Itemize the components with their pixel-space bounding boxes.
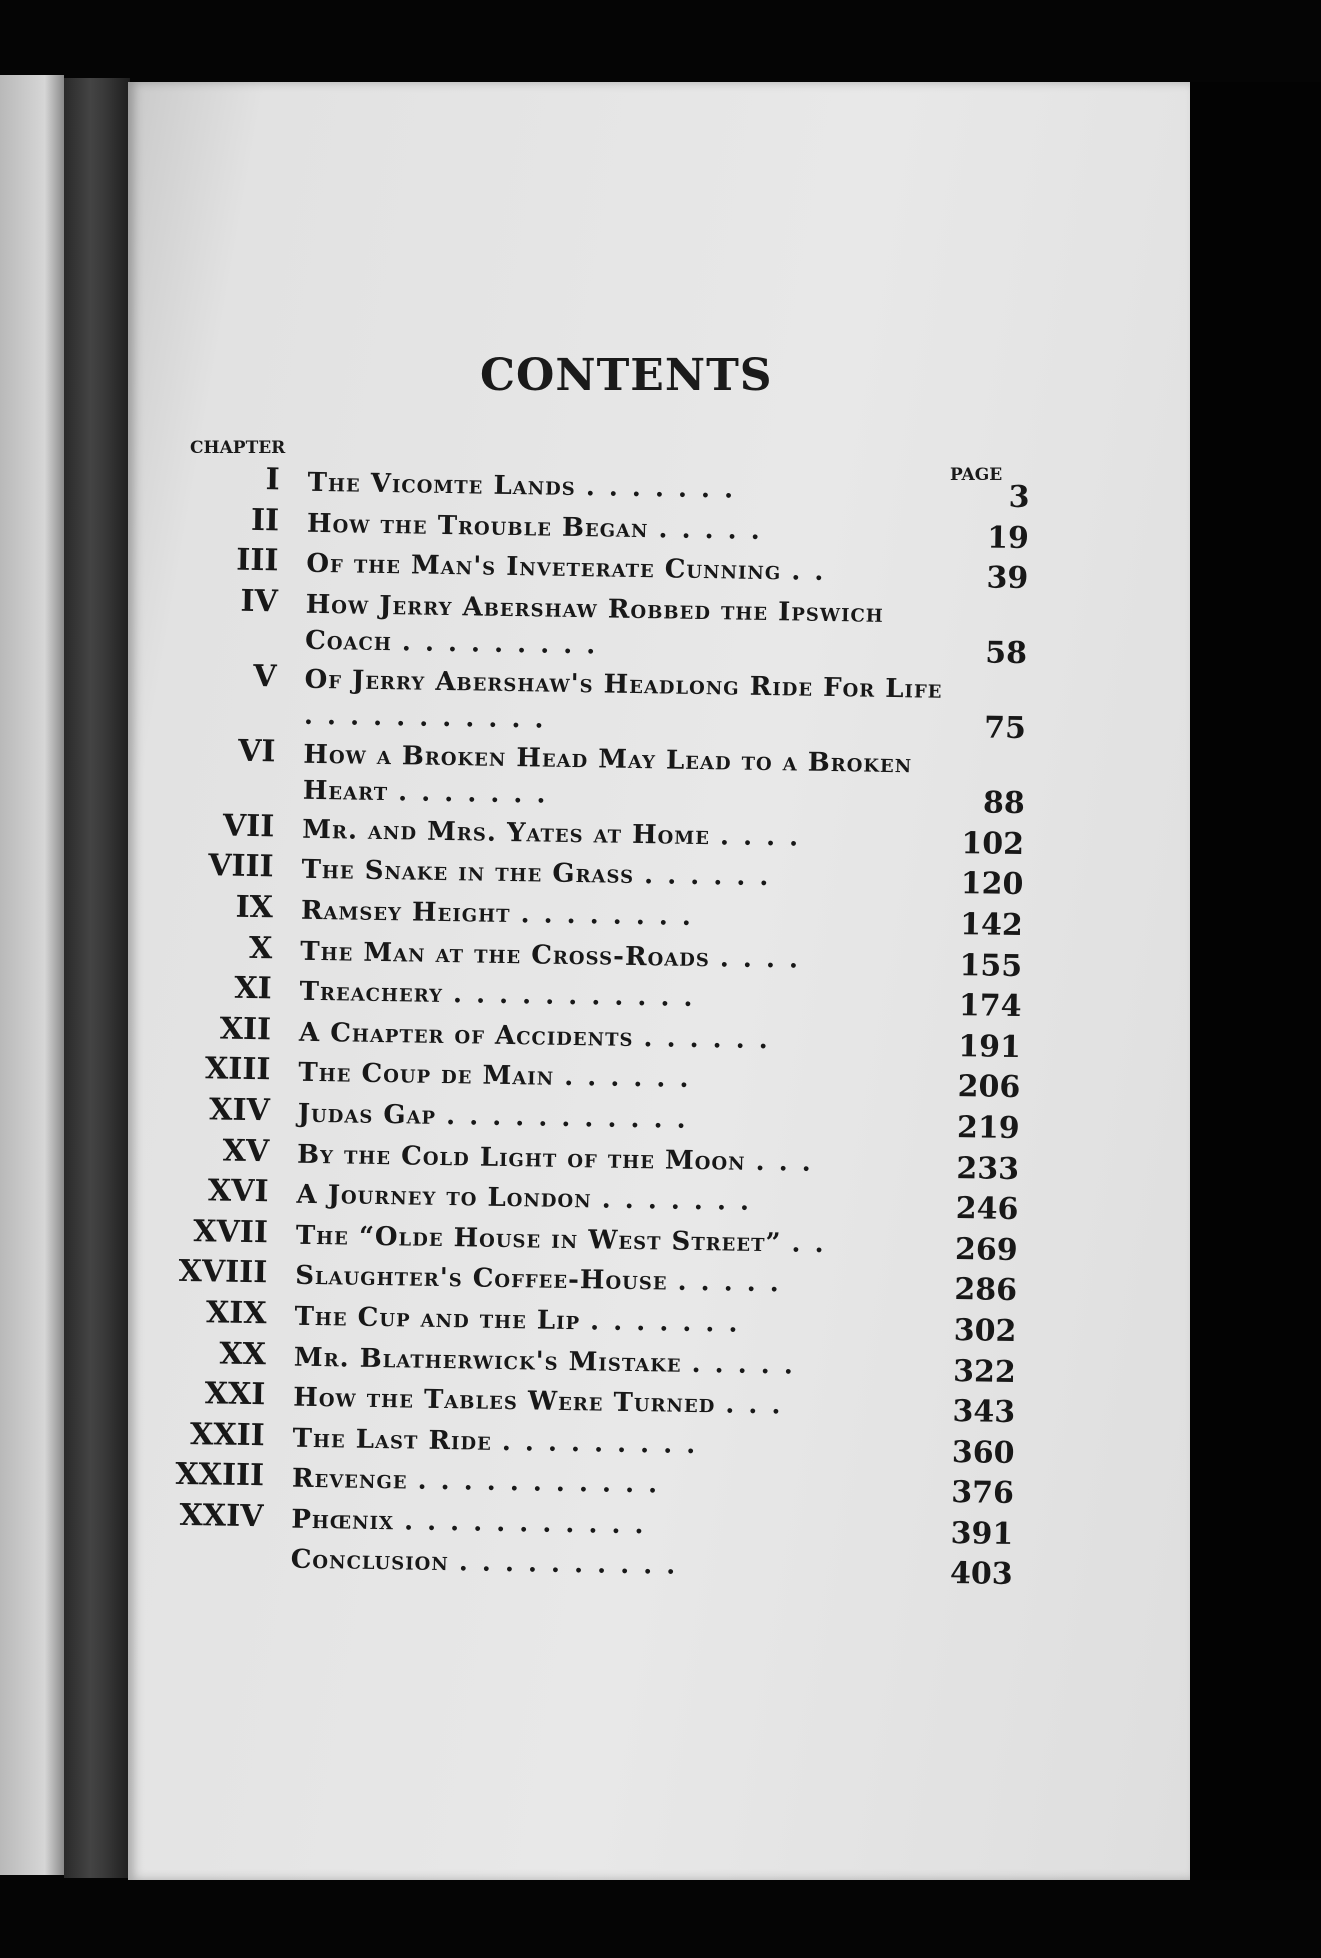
page-number: 3 — [1008, 479, 1030, 516]
chapter-title: Judas Gap ........... — [297, 1098, 700, 1135]
chapter-title: The Last Ride ......... — [292, 1423, 710, 1460]
chapter-title: How a Broken Head May Lead to a Broken Heart ....... — [302, 739, 913, 810]
page-number: 219 — [956, 1110, 1020, 1146]
page-number: 343 — [952, 1394, 1016, 1431]
page-number: 360 — [951, 1434, 1015, 1471]
chapter-title: The Vicomte Lands ....... — [307, 467, 748, 505]
chapter-title: Mr. and Mrs. Yates at Home .... — [301, 814, 813, 853]
page-number: 174 — [958, 988, 1022, 1025]
chapter-number: III — [236, 542, 279, 579]
chapter-number: XV — [222, 1133, 270, 1169]
page-column-label: PAGE — [950, 465, 1003, 485]
chapter-title: How Jerry Abershaw Robbed the Ipswich Coach ......... — [304, 589, 885, 661]
chapter-title: Mr. Blatherwick's Mistake ..... — [293, 1342, 808, 1381]
chapter-title: The “Olde House in West Street” .. — [295, 1220, 838, 1259]
chapter-title: Revenge ........... — [291, 1463, 672, 1500]
toc-entry — [126, 657, 1027, 746]
page-number: 286 — [954, 1272, 1018, 1309]
chapter-title: The Cup and the Lip ....... — [294, 1301, 752, 1339]
toc-entry — [125, 732, 1026, 821]
chapter-title: Slaughter's Coffee-House ..... — [294, 1261, 794, 1299]
chapter-title: A Chapter of Accidents ...... — [298, 1017, 783, 1056]
page-number: 322 — [952, 1353, 1017, 1390]
page-number: 376 — [950, 1475, 1015, 1512]
page-number: 120 — [960, 866, 1024, 903]
chapter-number: IV — [240, 583, 279, 620]
chapter-title: How the Trouble Began ..... — [306, 508, 775, 546]
page-number: 233 — [956, 1150, 1020, 1187]
chapter-title: A Journey to London ....... — [296, 1179, 764, 1218]
chapter-number: XVIII — [178, 1254, 268, 1291]
toc-entry — [127, 582, 1028, 671]
toc-list — [112, 460, 1029, 1592]
chapter-number: IX — [235, 889, 274, 926]
chapter-number: VIII — [207, 848, 274, 885]
chapter-number: XXII — [189, 1416, 265, 1453]
chapter-title: The Snake in the Grass ...... — [301, 855, 783, 893]
page-number: 391 — [950, 1515, 1014, 1552]
chapter-number: XVII — [192, 1213, 269, 1250]
page-number: 142 — [959, 907, 1024, 944]
chapter-number: I — [265, 462, 280, 498]
chapter-number: XVI — [207, 1173, 269, 1210]
chapter-number: VII — [222, 808, 275, 845]
chapter-number: XII — [219, 1011, 272, 1048]
chapter-number: XIX — [205, 1295, 267, 1332]
chapter-number: II — [250, 502, 280, 538]
chapter-title: How the Tables Were Turned ... — [293, 1382, 795, 1421]
page-heading: CONTENTS — [480, 350, 773, 401]
chapter-title: Treachery ........... — [299, 976, 707, 1014]
chapter-column-label: CHAPTER — [190, 438, 286, 458]
facing-page-edge — [0, 75, 64, 1875]
chapter-title: The Man at the Cross-Roads .... — [300, 936, 813, 975]
chapter-number: XXI — [204, 1376, 266, 1413]
book-gutter — [64, 78, 130, 1878]
page-number: 39 — [986, 560, 1029, 597]
chapter-number: XXIII — [175, 1457, 265, 1494]
chapter-title: By the Cold Light of the Moon ... — [296, 1139, 826, 1178]
chapter-title: Of Jerry Abershaw's Headlong Ride For Life ........... — [303, 664, 943, 735]
chapter-number: VI — [237, 733, 276, 770]
page-number: 191 — [957, 1028, 1022, 1065]
chapter-title: Of the Man's Inveterate Cunning .. — [306, 548, 838, 588]
chapter-number: V — [253, 658, 277, 695]
chapter-title: The Coup de Main ...... — [298, 1058, 703, 1095]
page-number: 269 — [954, 1231, 1018, 1268]
page-number: 302 — [953, 1312, 1017, 1349]
page-number: 403 — [949, 1556, 1013, 1593]
page-number: 19 — [986, 520, 1030, 556]
page-number: 88 — [982, 785, 1025, 821]
chapter-number: XI — [234, 970, 272, 1007]
chapter-number: X — [248, 930, 273, 966]
page-number: 75 — [983, 710, 1027, 746]
page-number: 58 — [985, 635, 1028, 671]
chapter-number: XIII — [204, 1051, 271, 1088]
chapter-number: XX — [219, 1336, 267, 1372]
page-number: 246 — [955, 1191, 1019, 1228]
chapter-number: XXIV — [179, 1497, 264, 1535]
chapter-title: Phœnix ........... — [291, 1504, 658, 1541]
chapter-number: XIV — [208, 1092, 271, 1129]
page-number: 102 — [961, 825, 1025, 862]
background-edge — [1190, 82, 1321, 1880]
chapter-title: Ramsey Height ........ — [300, 895, 706, 933]
chapter-title: Conclusion .......... — [290, 1545, 690, 1582]
page-number: 206 — [957, 1069, 1021, 1106]
page-number: 155 — [959, 947, 1023, 984]
